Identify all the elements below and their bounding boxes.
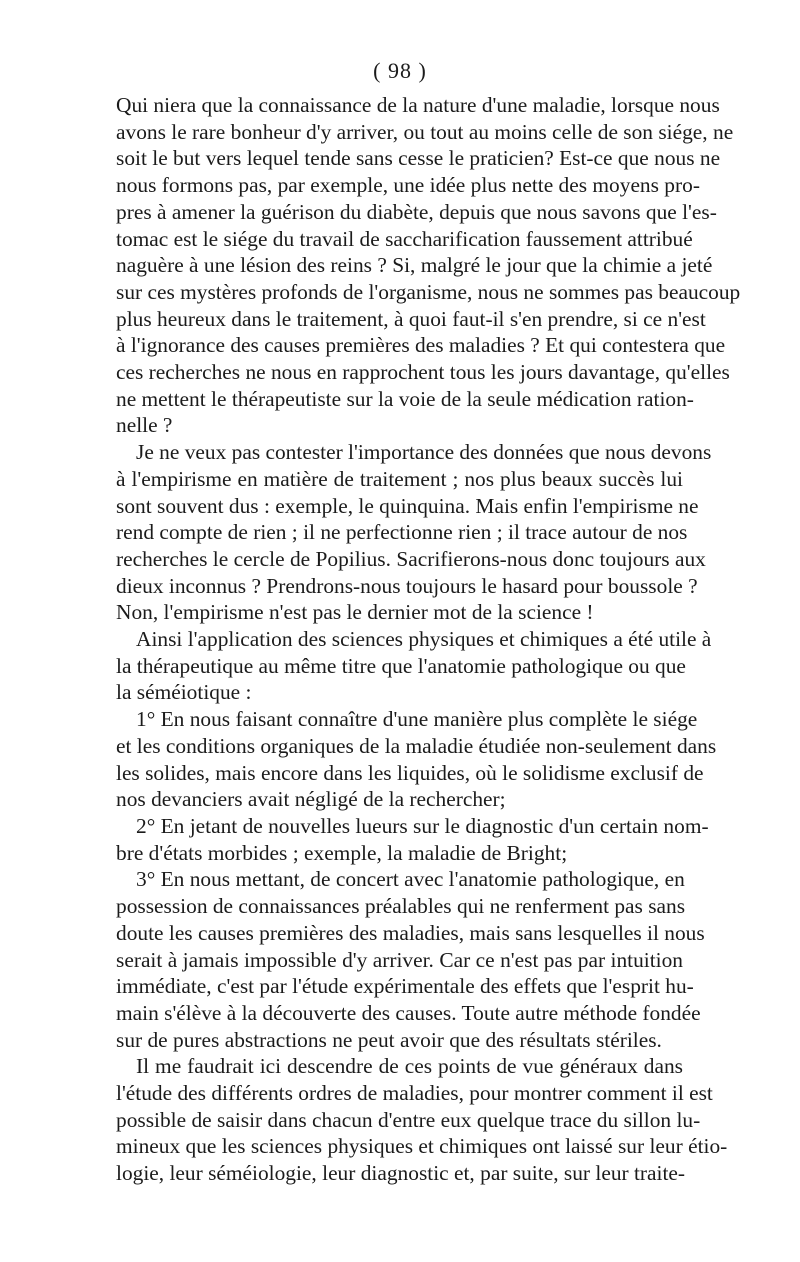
text-line: 3° En nous mettant, de concert avec l'anatomie pathologique, en <box>136 867 685 892</box>
text-line: 2° En jetant de nouvelles lueurs sur le diagnostic d'un certain nom- <box>136 813 709 838</box>
text-line: naguère à une lésion des reins ? Si, malgré le jour que la chimie a jeté <box>116 253 713 278</box>
text-line: les solides, mais encore dans les liquides, où le solidisme exclusif de <box>116 760 704 785</box>
text-line: l'étude des différents ordres de maladies, pour montrer comment il est <box>116 1081 713 1106</box>
text-line: mineux que les sciences physiques et chimiques ont laissé sur leur étio- <box>116 1134 728 1159</box>
body-text <box>116 92 741 1187</box>
paragraph-5 <box>116 813 709 866</box>
text-line: Qui niera que la connaissance de la nature d'une maladie, lorsque nous <box>116 93 720 117</box>
text-line: possible de saisir dans chacun d'entre eux quelque trace du sillon lu- <box>116 1107 701 1132</box>
paragraph-6 <box>116 866 705 1053</box>
text-line: sont souvent dus : exemple, le quinquina. Mais enfin l'empirisme ne <box>116 493 699 518</box>
text-line: main s'élève à la découverte des causes. Toute autre méthode fondée <box>116 1000 701 1025</box>
text-line: doute les causes premières des maladies, mais sans lesquelles il nous <box>116 920 705 945</box>
text-line: sur de pures abstractions ne peut avoir que des résultats stériles. <box>116 1027 662 1052</box>
text-line: sur ces mystères profonds de l'organisme, nous ne sommes pas beaucoup <box>116 279 741 304</box>
page-number: ( 98 ) <box>373 58 427 83</box>
text-line: à l'ignorance des causes premières des maladies ? Et qui contestera que <box>116 333 726 358</box>
text-line: Non, l'empirisme n'est pas le dernier mot de la science ! <box>116 600 594 625</box>
text-line: recherches le cercle de Popilius. Sacrifierons-nous donc toujours aux <box>116 546 706 571</box>
text-line: Je ne veux pas contester l'importance des données que nous devons <box>136 440 712 465</box>
text-line: avons le rare bonheur d'y arriver, ou tout au moins celle de son siége, ne <box>116 119 734 144</box>
text-line: 1° En nous faisant connaître d'une manière plus complète le siége <box>136 707 698 732</box>
text-line: nelle ? <box>116 413 173 438</box>
text-line: rend compte de rien ; il ne perfectionne rien ; il trace autour de nos <box>116 520 688 545</box>
text-line: et les conditions organiques de la maladie étudiée non-seulement dans <box>116 733 717 758</box>
text-line: la thérapeutique au même titre que l'anatomie pathologique ou que <box>116 653 686 678</box>
text-line: Il me faudrait ici descendre de ces points de vue généraux dans <box>136 1054 683 1079</box>
text-line: possession de connaissances préalables qui ne renferment pas sans <box>116 894 686 919</box>
text-line: bre d'états morbides ; exemple, la maladie de Bright; <box>116 840 568 865</box>
paragraph-1 <box>116 92 741 439</box>
text-line: immédiate, c'est par l'étude expérimentale des effets que l'esprit hu- <box>116 974 694 999</box>
paragraph-3 <box>116 626 712 706</box>
text-line: soit le but vers lequel tende sans cesse le praticien? Est-ce que nous ne <box>116 146 721 171</box>
paragraph-7 <box>116 1053 728 1187</box>
paragraph-4 <box>116 706 717 813</box>
text-line: pres à amener la guérison du diabète, depuis que nous savons que l'es- <box>116 199 717 224</box>
text-line: logie, leur séméiologie, leur diagnostic et, par suite, sur leur traite- <box>116 1161 686 1186</box>
text-line: Ainsi l'application des sciences physiques et chimiques a été utile à <box>136 627 712 652</box>
text-line: plus heureux dans le traitement, à quoi faut-il s'en prendre, si ce n'est <box>116 306 706 331</box>
text-line: tomac est le siége du travail de saccharification faussement attribué <box>116 226 693 251</box>
text-line: la séméiotique : <box>116 680 252 705</box>
text-line: dieux inconnus ? Prendrons-nous toujours le hasard pour boussole ? <box>116 573 698 598</box>
text-line: à l'empirisme en matière de traitement ; nos plus beaux succès lui <box>116 466 683 491</box>
text-line: ne mettent le thérapeutiste sur la voie de la seule médication ration- <box>116 386 694 411</box>
paragraph-2 <box>116 439 712 626</box>
text-line: nos devanciers avait négligé de la rechercher; <box>116 787 506 812</box>
text-line: ces recherches ne nous en rapprochent tous les jours davantage, qu'elles <box>116 360 730 385</box>
text-line: nous formons pas, par exemple, une idée plus nette des moyens pro- <box>116 173 700 198</box>
text-line: serait à jamais impossible d'y arriver. Car ce n'est pas par intuition <box>116 947 683 972</box>
